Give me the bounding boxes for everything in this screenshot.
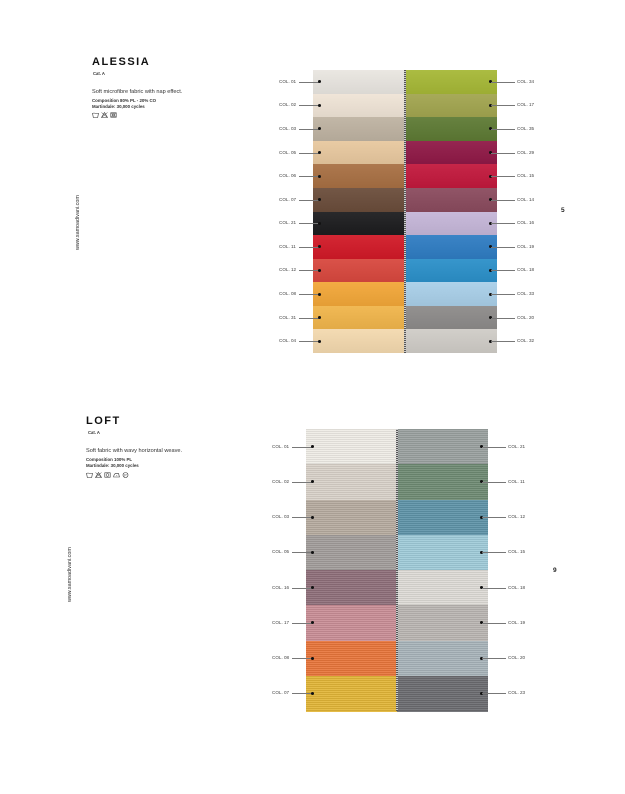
leader-line bbox=[299, 105, 319, 106]
swatch-label: COL. 02 bbox=[279, 102, 297, 108]
professional-clean-icon bbox=[122, 472, 129, 478]
no-tumble-dry-icon bbox=[110, 112, 117, 118]
leader-line bbox=[482, 447, 506, 448]
fabric-swatch bbox=[397, 464, 488, 500]
marker-dot bbox=[311, 516, 314, 519]
swatch-label: COL. 35 bbox=[517, 125, 535, 131]
fabric-swatch bbox=[306, 429, 397, 465]
fabric-swatch bbox=[313, 235, 405, 259]
leader-line bbox=[491, 153, 515, 154]
swatch-label: COL. 05 bbox=[272, 549, 290, 555]
website-url: www.samoadivani.com bbox=[67, 547, 73, 602]
fabric-swatch bbox=[313, 117, 405, 141]
leader-line bbox=[299, 247, 319, 248]
leader-line bbox=[491, 129, 515, 130]
swatch-label: COL. 02 bbox=[272, 478, 290, 484]
page-number: 9 bbox=[553, 567, 557, 574]
leader-line bbox=[292, 588, 312, 589]
leader-line bbox=[299, 318, 319, 319]
swatch-label: COL. 12 bbox=[279, 267, 297, 273]
swatch-label: COL. 23 bbox=[508, 690, 526, 696]
marker-dot bbox=[311, 551, 314, 554]
fabric-swatch bbox=[306, 535, 397, 571]
wash-30-icon bbox=[92, 112, 99, 118]
fabric-swatch bbox=[306, 464, 397, 500]
swatch-label: COL. 16 bbox=[272, 584, 290, 590]
marker-dot bbox=[318, 293, 321, 296]
no-dryclean-icon bbox=[104, 472, 111, 478]
product-description: Soft microfibre fabric with nap effect. bbox=[92, 89, 183, 95]
fabric-swatch bbox=[397, 676, 488, 712]
swatch-label: COL. 31 bbox=[279, 314, 297, 320]
swatch-label: COL. 14 bbox=[517, 196, 535, 202]
swatch-label: COL. 15 bbox=[517, 173, 535, 179]
wash-30-icon bbox=[86, 472, 93, 478]
swatch-label: COL. 20 bbox=[517, 314, 535, 320]
swatch-label: COL. 04 bbox=[279, 338, 297, 344]
leader-line bbox=[491, 82, 515, 83]
leader-line bbox=[299, 200, 319, 201]
marker-dot bbox=[311, 692, 314, 695]
fabric-swatch bbox=[405, 117, 497, 141]
fabric-swatch bbox=[405, 164, 497, 188]
care-icons bbox=[86, 472, 129, 478]
swatch-label: COL. 07 bbox=[279, 196, 297, 202]
website-url: www.samoadivani.com bbox=[75, 195, 81, 250]
swatch-label: COL. 19 bbox=[517, 243, 535, 249]
leader-line bbox=[299, 294, 319, 295]
leader-line bbox=[299, 223, 319, 224]
product-description: Soft fabric with wavy horizontal weave. bbox=[86, 448, 183, 454]
fabric-swatch bbox=[313, 70, 405, 94]
leader-line bbox=[491, 318, 515, 319]
leader-line bbox=[299, 129, 319, 130]
fabric-swatch bbox=[313, 188, 405, 212]
martindale-text: Martindale: 30,000 cycles bbox=[86, 463, 139, 468]
swatch-label: COL. 11 bbox=[508, 478, 525, 484]
marker-dot bbox=[318, 269, 321, 272]
leader-line bbox=[292, 552, 312, 553]
category-label: Cat. A bbox=[88, 430, 100, 435]
swatch-label: COL. 18 bbox=[517, 267, 535, 273]
fabric-swatch bbox=[397, 500, 488, 536]
fabric-swatch bbox=[306, 570, 397, 606]
no-bleach-icon bbox=[101, 112, 108, 118]
leader-line bbox=[491, 270, 515, 271]
leader-line bbox=[292, 693, 312, 694]
leader-line bbox=[292, 482, 312, 483]
fabric-swatch bbox=[405, 282, 497, 306]
no-bleach-icon bbox=[95, 472, 102, 478]
leader-line bbox=[292, 517, 312, 518]
swatch-label: COL. 19 bbox=[508, 619, 526, 625]
fabric-swatch bbox=[405, 94, 497, 118]
composition-text: Composition 100% PL bbox=[86, 457, 133, 462]
fabric-swatch bbox=[313, 282, 405, 306]
swatch-label: COL. 16 bbox=[517, 220, 535, 226]
product-title: LOFT bbox=[86, 415, 121, 427]
leader-line bbox=[491, 341, 515, 342]
fabric-swatch bbox=[313, 212, 405, 236]
leader-line bbox=[292, 623, 312, 624]
fabric-swatch bbox=[397, 570, 488, 606]
leader-line bbox=[299, 82, 319, 83]
marker-dot bbox=[318, 175, 321, 178]
product-title: ALESSIA bbox=[92, 56, 151, 68]
leader-line bbox=[482, 623, 506, 624]
fabric-swatch bbox=[306, 641, 397, 677]
marker-dot bbox=[318, 340, 321, 343]
swatch-label: COL. 21 bbox=[279, 220, 297, 226]
leader-line bbox=[299, 153, 319, 154]
leader-line bbox=[292, 658, 312, 659]
leader-line bbox=[482, 588, 506, 589]
swatch-label: COL. 21 bbox=[508, 443, 526, 449]
page-number: 5 bbox=[561, 207, 565, 214]
fabric-swatch bbox=[313, 164, 405, 188]
leader-line bbox=[491, 105, 515, 106]
category-label: Cat. A bbox=[93, 71, 105, 76]
swatch-label: COL. 20 bbox=[508, 655, 526, 661]
swatch-label: COL. 11 bbox=[279, 243, 296, 249]
fabric-swatch bbox=[405, 70, 497, 94]
marker-dot bbox=[311, 657, 314, 660]
svg-text:P: P bbox=[124, 473, 127, 478]
fabric-swatch bbox=[405, 141, 497, 165]
loft-section bbox=[0, 397, 625, 794]
fabric-swatch bbox=[313, 329, 405, 353]
fabric-swatch bbox=[405, 329, 497, 353]
composition-text: Composition 80% PL - 20% CO bbox=[92, 98, 157, 103]
leader-line bbox=[299, 270, 319, 271]
swatch-label: COL. 01 bbox=[279, 78, 297, 84]
fabric-swatch bbox=[313, 306, 405, 330]
fabric-swatch bbox=[306, 500, 397, 536]
swatch-label: COL. 15 bbox=[508, 549, 526, 555]
fabric-swatch bbox=[313, 259, 405, 283]
leader-line bbox=[482, 552, 506, 553]
fabric-swatch bbox=[306, 676, 397, 712]
swatch-label: COL. 17 bbox=[272, 619, 290, 625]
swatch-label: COL. 01 bbox=[272, 443, 290, 449]
swatch-label: COL. 34 bbox=[517, 78, 535, 84]
swatch-label: COL. 03 bbox=[279, 125, 297, 131]
fabric-swatch bbox=[405, 259, 497, 283]
swatch-label: COL. 06 bbox=[279, 173, 297, 179]
leader-line bbox=[482, 517, 506, 518]
leader-line bbox=[482, 693, 506, 694]
swatch-label: COL. 05 bbox=[279, 149, 297, 155]
swatch-label: COL. 07 bbox=[272, 690, 290, 696]
care-icons bbox=[92, 112, 117, 118]
swatch-label: COL. 32 bbox=[517, 338, 535, 344]
leader-line bbox=[491, 200, 515, 201]
leader-line bbox=[482, 482, 506, 483]
swatch-label: COL. 12 bbox=[508, 514, 526, 520]
swatch-label: COL. 08 bbox=[279, 291, 297, 297]
fabric-swatch bbox=[405, 188, 497, 212]
leader-line bbox=[491, 294, 515, 295]
fabric-swatch bbox=[306, 605, 397, 641]
leader-line bbox=[299, 341, 319, 342]
fabric-swatch bbox=[405, 235, 497, 259]
leader-line bbox=[491, 247, 515, 248]
fabric-swatch bbox=[397, 535, 488, 571]
leader-line bbox=[491, 223, 515, 224]
fabric-swatch bbox=[313, 94, 405, 118]
swatch-label: COL. 33 bbox=[517, 291, 535, 297]
swatch-label: COL. 18 bbox=[508, 584, 526, 590]
pinking-seam bbox=[404, 70, 406, 353]
fabric-swatch bbox=[397, 641, 488, 677]
pinking-seam bbox=[396, 429, 398, 711]
fabric-swatch bbox=[397, 429, 488, 465]
leader-line bbox=[491, 176, 515, 177]
fabric-swatch bbox=[405, 212, 497, 236]
swatch-label: COL. 17 bbox=[517, 102, 535, 108]
leader-line bbox=[482, 658, 506, 659]
swatch-label: COL. 03 bbox=[272, 514, 290, 520]
leader-line bbox=[299, 176, 319, 177]
martindale-text: Martindale: 30,000 cycles bbox=[92, 104, 145, 109]
fabric-swatch bbox=[397, 605, 488, 641]
marker-dot bbox=[318, 104, 321, 107]
leader-line bbox=[292, 447, 312, 448]
marker-dot bbox=[318, 222, 321, 225]
fabric-swatch bbox=[313, 141, 405, 165]
swatch-label: COL. 29 bbox=[517, 149, 535, 155]
fabric-swatch bbox=[405, 306, 497, 330]
swatch-label: COL. 08 bbox=[272, 655, 290, 661]
iron-low-icon bbox=[113, 472, 120, 478]
